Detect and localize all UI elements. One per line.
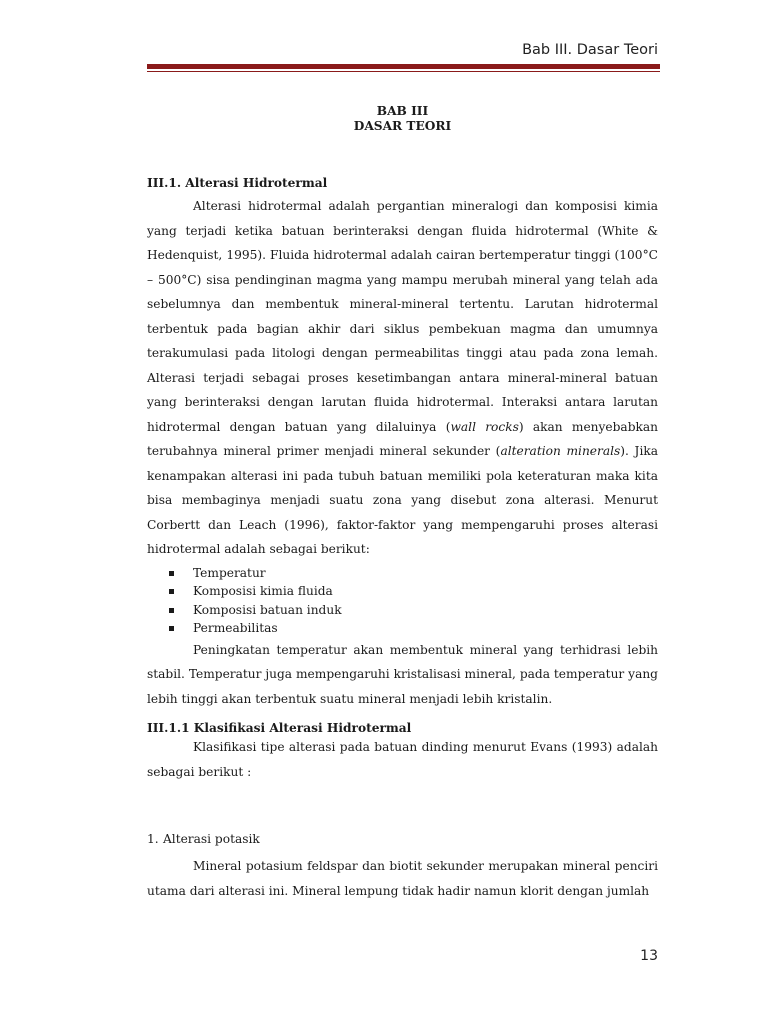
section-heading-alterasi-hidrotermal: III.1. Alterasi Hidrotermal	[147, 176, 328, 190]
running-header-title: Bab III. Dasar Teori	[522, 42, 658, 58]
chapter-label: BAB III	[376, 104, 429, 118]
list-item	[147, 564, 658, 583]
list-item-text: Komposisi batuan induk	[193, 602, 342, 617]
list-item	[147, 582, 658, 601]
bullet-icon	[169, 608, 174, 613]
list-item-text: Temperatur	[193, 565, 266, 580]
numbered-item-alterasi-potasik	[147, 828, 658, 850]
italic-term-alteration-minerals: alteration minerals	[500, 444, 621, 458]
paragraph-temperature: Peningkatan temperatur akan membentuk mineral yang terhidrasi lebih stabil. Temperatur juga mempengaruhi kristalisasi mineral, pada temperatur yang lebih tinggi akan terbentuk suatu mineral menjadi lebih kristalin.	[147, 642, 658, 706]
item-title: Alterasi potasik	[163, 832, 260, 846]
chapter-heading	[147, 104, 658, 134]
factors-list	[147, 564, 658, 638]
italic-term-wall-rocks: wall rocks	[450, 419, 519, 434]
list-item	[147, 619, 658, 638]
paragraph-alterasi-definition	[147, 194, 658, 562]
paragraph-klasifikasi: Klasifikasi tipe alterasi pada batuan dinding menurut Evans (1993) adalah sebagai berikut :	[147, 740, 658, 779]
chapter-title: DASAR TEORI	[353, 119, 452, 133]
header-rule-thick	[147, 64, 660, 69]
header-rule-thin	[147, 71, 660, 72]
list-item-text: Permeabilitas	[193, 621, 278, 635]
paragraph-text: ). Jika kenampakan alterasi ini pada tubuh batuan memiliki pola keteraturan maka kita bisa membaginya menjadi suatu zona yang disebut zona alterasi. Menurut Corbertt dan Leach (1996), faktor-faktor yang mempengaruhi proses alterasi hidrotermal adalah sebagai berikut:	[147, 444, 658, 556]
bullet-icon	[169, 571, 174, 576]
page-number: 13	[640, 948, 658, 964]
list-item-text: Komposisi kimia fluida	[193, 584, 333, 598]
list-item	[147, 601, 658, 620]
paragraph-text: ) akan menyebabkan terubahnya mineral primer menjadi mineral sekunder (	[147, 419, 658, 458]
paragraph-alterasi-potasik: Mineral potasium feldspar dan biotit sekunder merupakan mineral penciri utama dari alterasi ini. Mineral lempung tidak hadir namun klorit dengan jumlah	[147, 859, 658, 898]
bullet-icon	[169, 589, 174, 594]
paragraph-text: Alterasi hidrotermal adalah pergantian mineralogi dan komposisi kimia yang terjadi ketika batuan berinteraksi dengan fluida hidrotermal (White & Hedenquist, 1995). Fluida hidrotermal adalah cairan bertemperatur tinggi (100°C – 500°C) sisa pendinginan magma yang mampu merubah mineral yang telah ada sebelumnya dan membentuk mineral-mineral tertentu. Larutan hidrotermal terbentuk pada bagian akhir dari siklus pembekuan magma dan umumnya terakumulasi pada litologi dengan permeabilitas tinggi atau pada zona lemah. Alterasi terjadi sebagai proses kesetimbangan antara mineral-mineral batuan yang berinteraksi dengan larutan fluida hidrotermal. Interaksi antara larutan hidrotermal dengan batuan yang dilaluinya (	[147, 199, 658, 434]
bullet-icon	[169, 626, 174, 631]
subsection-heading-klasifikasi: III.1.1 Klasifikasi Alterasi Hidrotermal	[147, 721, 412, 735]
item-number: 1.	[147, 832, 159, 846]
page-content	[147, 100, 658, 903]
